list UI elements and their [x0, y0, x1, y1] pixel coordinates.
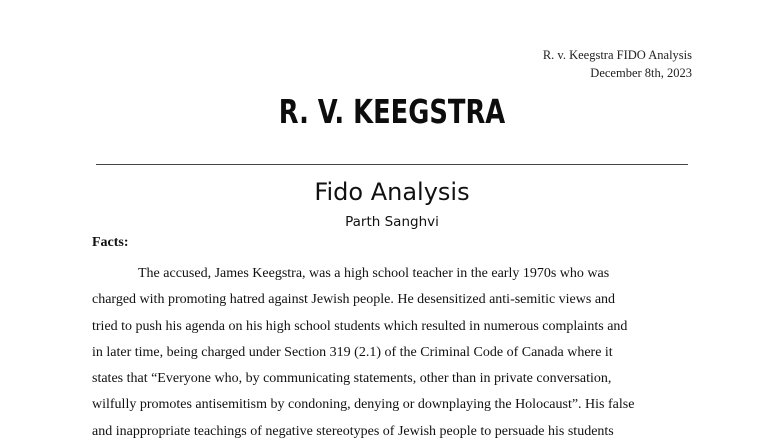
running-header [543, 46, 692, 82]
author-name: Parth Sanghvi [345, 214, 439, 230]
paragraph-line: tried to push his agenda on his high school students which resulted in numerous complaints and [92, 318, 628, 334]
facts-paragraph [92, 261, 692, 441]
facts-heading: Facts: [92, 235, 129, 250]
paragraph-line: states that “Everyone who, by communicating statements, other than in private conversation, [92, 371, 612, 387]
title-divider [96, 164, 688, 165]
paragraph-line: in later time, being charged under Section 319 (2.1) of the Criminal Code of Canada where it [92, 344, 613, 360]
document-subtitle: Fido Analysis [314, 178, 470, 206]
header-date: December 8th, 2023 [590, 66, 692, 80]
paragraph-line: wilfully promotes antisemitism by condoning, denying or downplaying the Holocaust”. His false [92, 397, 635, 413]
paragraph-line: The accused, James Keegstra, was a high school teacher in the early 1970s who was [138, 266, 610, 281]
header-doc-label: R. v. Keegstra FIDO Analysis [542, 48, 692, 62]
paragraph-line: and inappropriate teachings of negative stereotypes of Jewish people to persuade his students [92, 423, 614, 439]
document-title: R. V. KEEGSTRA [278, 92, 506, 131]
paragraph-line: charged with promoting hatred against Jewish people. He desensitized anti-semitic views and [92, 292, 616, 308]
